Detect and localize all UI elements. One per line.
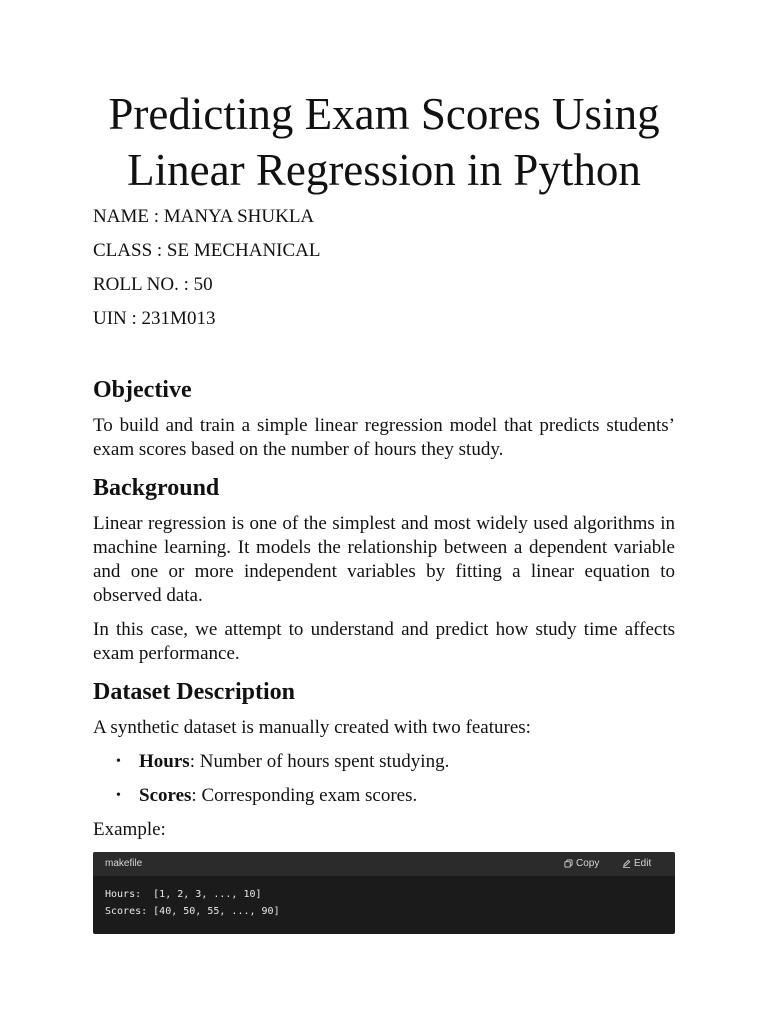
- bullet-icon: •: [116, 788, 121, 803]
- feature-term: Scores: [139, 785, 192, 806]
- code-block-header: [93, 852, 675, 876]
- feature-description: : Number of hours spent studying.: [189, 751, 450, 772]
- code-language-label: makefile: [105, 858, 143, 869]
- copy-icon: [564, 859, 573, 868]
- page-title: Predicting Exam Scores Using Linear Regression in Python: [108, 89, 660, 195]
- student-name: NAME : MANYA SHUKLA: [93, 206, 315, 227]
- copy-button-label: Copy: [576, 858, 600, 869]
- feature-term: Hours: [139, 751, 190, 772]
- code-block: [93, 852, 675, 934]
- list-item: [93, 784, 675, 818]
- bullet-icon: •: [116, 754, 121, 769]
- background-paragraph-2: In this case, we attempt to understand and predict how study time affects exam performance.: [93, 619, 675, 664]
- example-label: Example:: [93, 819, 166, 840]
- background-paragraph-1: Linear regression is one of the simplest and most widely used algorithms in machine learning. It models the relationship between a dependent variable and one or more independent variables by fitting a linear equation to observed data.: [93, 513, 675, 606]
- dataset-intro: A synthetic dataset is manually created with two features:: [93, 717, 531, 738]
- feature-list: [93, 750, 675, 818]
- copy-button[interactable]: [564, 858, 599, 869]
- code-line: Scores: [40, 50, 55, ..., 90]: [105, 906, 280, 917]
- student-roll-number: ROLL NO. : 50: [93, 274, 213, 295]
- student-class: CLASS : SE MECHANICAL: [93, 240, 321, 261]
- feature-description: : Corresponding exam scores.: [191, 785, 418, 806]
- edit-button-label: Edit: [634, 858, 652, 869]
- code-line: Hours: [1, 2, 3, ..., 10]: [105, 889, 262, 900]
- background-heading: Background: [93, 475, 220, 501]
- dataset-heading: Dataset Description: [93, 679, 295, 705]
- student-uin: UIN : 231M013: [93, 308, 216, 329]
- edit-button[interactable]: [622, 858, 651, 869]
- list-item: [93, 750, 675, 784]
- edit-icon: [622, 859, 631, 868]
- code-content[interactable]: [93, 876, 675, 920]
- objective-text: To build and train a simple linear regression model that predicts students’ exam scores based on the number of hours they study.: [93, 415, 675, 460]
- objective-heading: Objective: [93, 377, 192, 403]
